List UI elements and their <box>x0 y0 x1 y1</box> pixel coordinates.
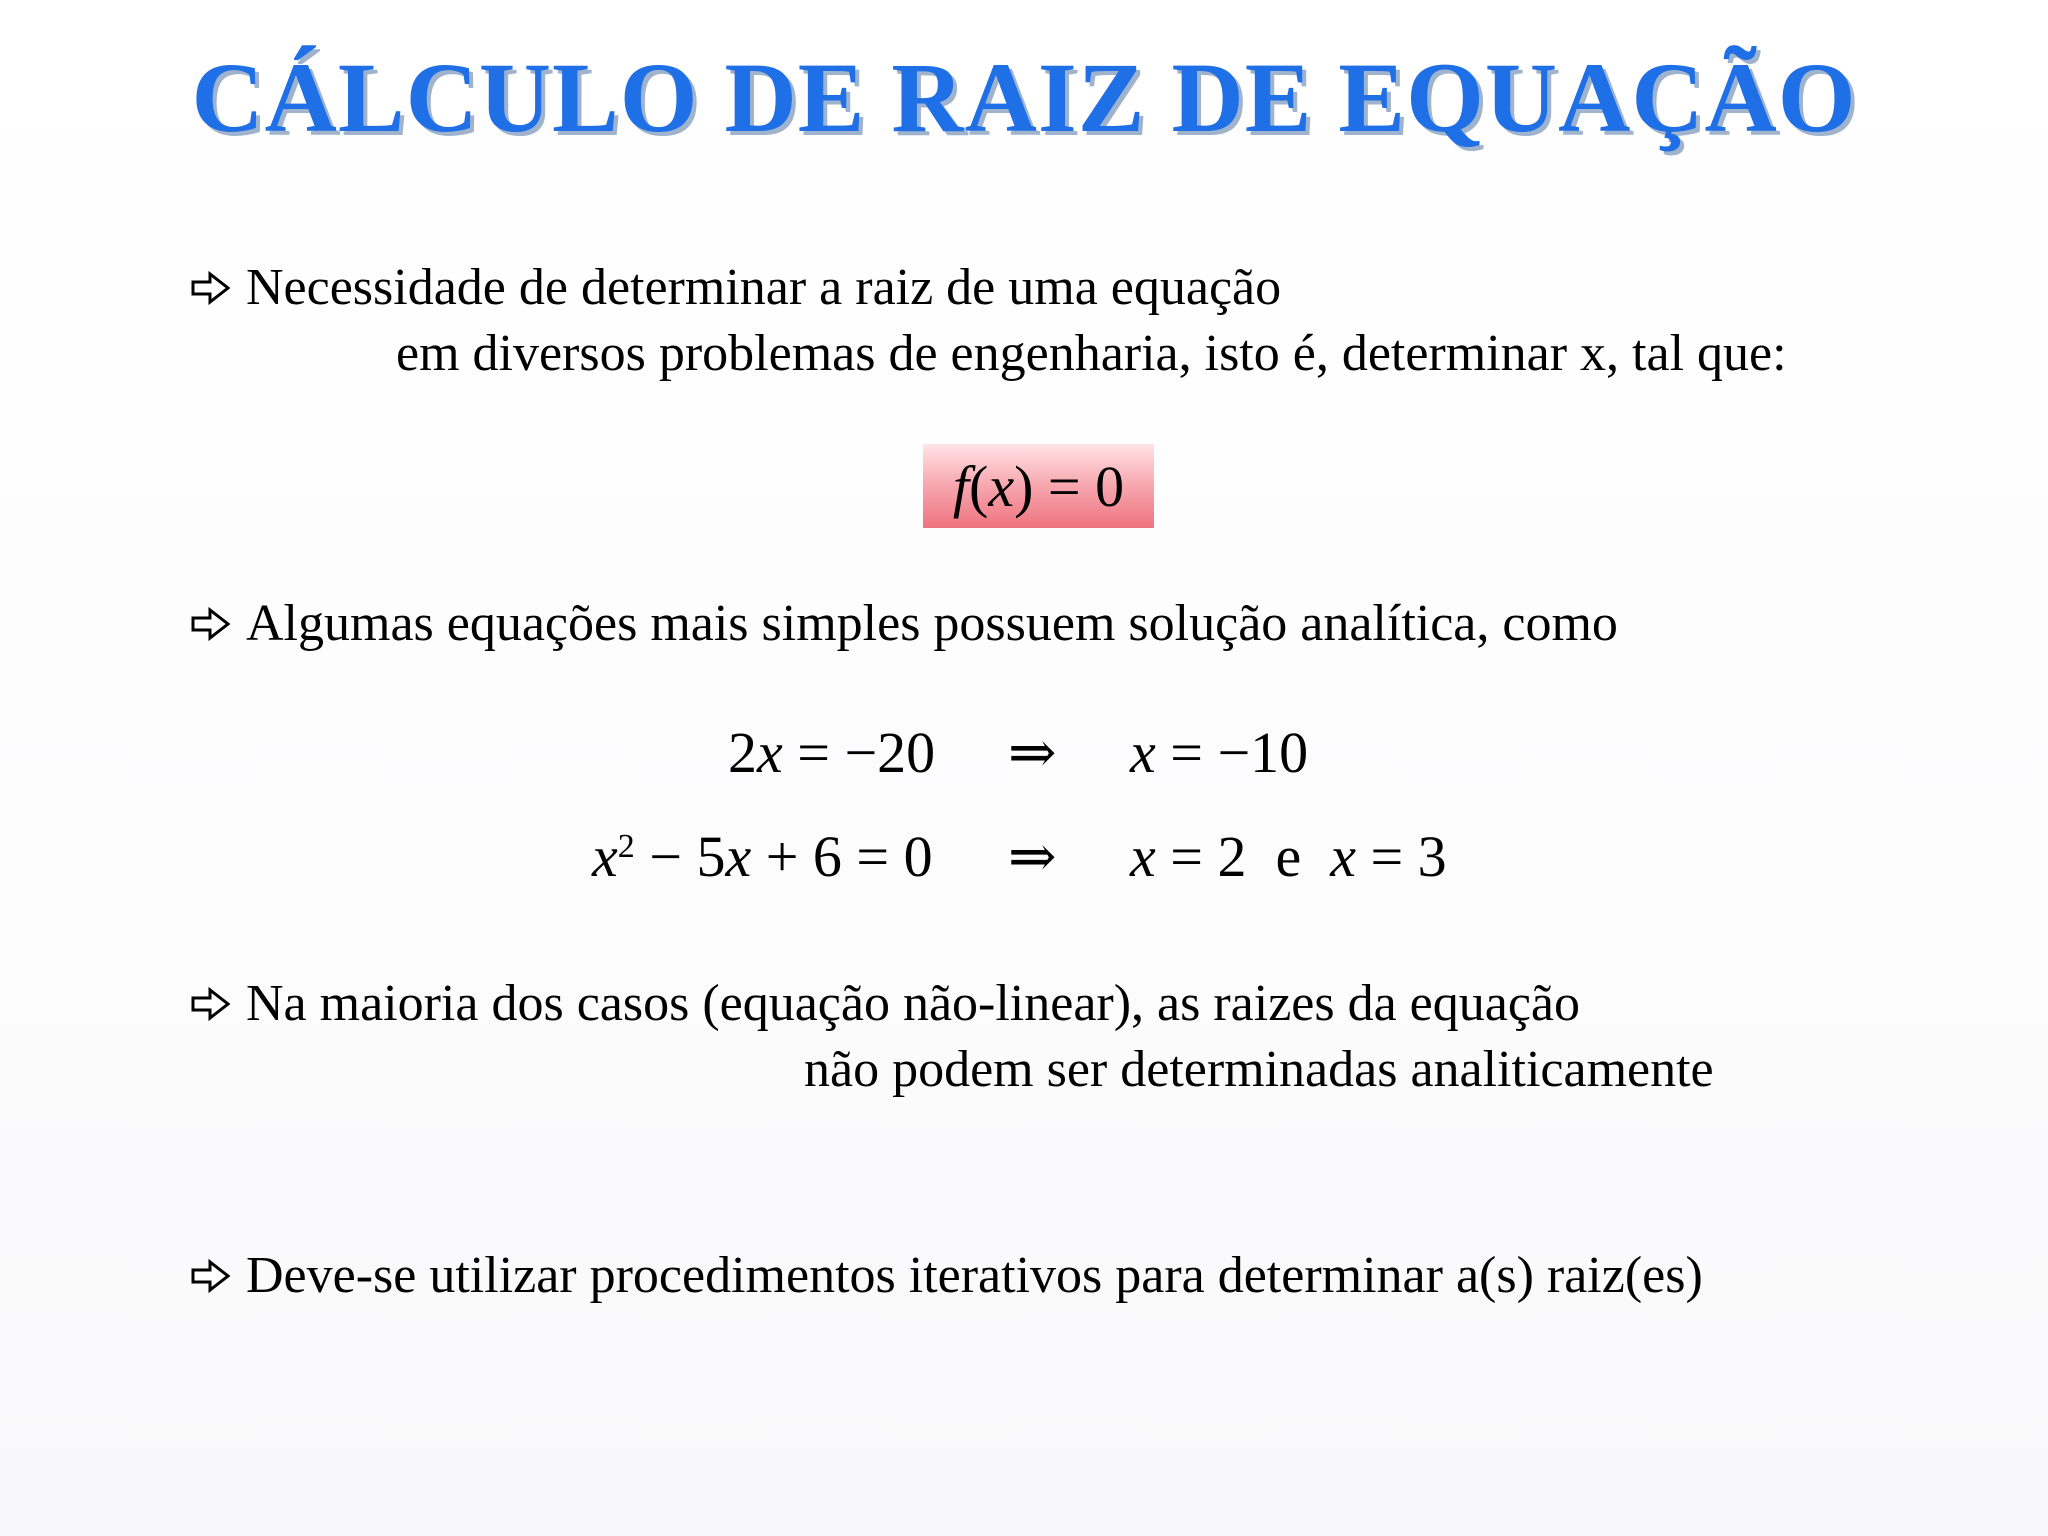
formula-variable: x <box>988 453 1015 519</box>
bullet-1-continuation: em diversos problemas de engenharia, isto é, determinar x, tal que: <box>396 325 1787 382</box>
bullet-2 <box>190 590 1618 658</box>
example-1-var: x <box>757 720 783 785</box>
example-1-implies: ⇒ <box>1008 720 1057 785</box>
highlighted-formula <box>923 444 1154 528</box>
formula-close-paren: ) <box>1014 453 1034 519</box>
example-2-rhs-rest: = 3 <box>1355 824 1447 889</box>
example-2-lhs <box>592 822 933 892</box>
bullet-3-continuation: não podem ser determinadas analiticamente <box>804 1041 1714 1098</box>
example-1-rhs <box>1130 718 1308 788</box>
example-1-lhs <box>728 718 935 788</box>
hollow-right-arrow-icon <box>190 986 232 1022</box>
example-2-exponent: 2 <box>617 828 635 865</box>
example-2-rhs-var2: x <box>1330 824 1356 889</box>
bullet-3-text: Na maioria dos casos (equação não-linear), as raizes da equação <box>246 975 1580 1032</box>
formula-function: f <box>952 453 969 519</box>
bullet-4 <box>190 1242 1703 1310</box>
example-2-rhs <box>1130 822 1447 892</box>
bullet-3 <box>190 970 1580 1038</box>
bullet-1-text: Necessidade de determinar a raiz de uma equação <box>246 259 1282 316</box>
hollow-right-arrow-icon <box>190 270 232 306</box>
example-2-implies: ⇒ <box>1008 824 1057 889</box>
example-2-var2: x <box>725 824 752 889</box>
hollow-right-arrow-icon <box>190 1258 232 1294</box>
example-2-mid: − 5 <box>634 824 726 889</box>
slide-title: CÁLCULO DE RAIZ DE EQUAÇÃO <box>191 42 1857 153</box>
example-2-rhs-mid: = 2 e <box>1155 824 1331 889</box>
example-2-var: x <box>592 824 618 889</box>
bullet-1 <box>190 254 1281 322</box>
formula-equals: = <box>1033 453 1096 519</box>
bullet-4-text: Deve-se utilizar procedimentos iterativos para determinar a(s) raiz(es) <box>246 1247 1703 1304</box>
example-1-lhs-rest: = −20 <box>782 720 936 785</box>
formula-rhs: 0 <box>1095 453 1125 519</box>
example-1-rhs-var: x <box>1130 720 1156 785</box>
example-2-rhs-var: x <box>1130 824 1156 889</box>
example-2-lhs-rest: + 6 = 0 <box>751 824 933 889</box>
hollow-right-arrow-icon <box>190 606 232 642</box>
formula-open-paren: ( <box>969 453 989 519</box>
bullet-2-text: Algumas equações mais simples possuem solução analítica, como <box>246 595 1618 652</box>
example-1-rhs-rest: = −10 <box>1155 720 1309 785</box>
example-1-coef: 2 <box>728 720 757 785</box>
